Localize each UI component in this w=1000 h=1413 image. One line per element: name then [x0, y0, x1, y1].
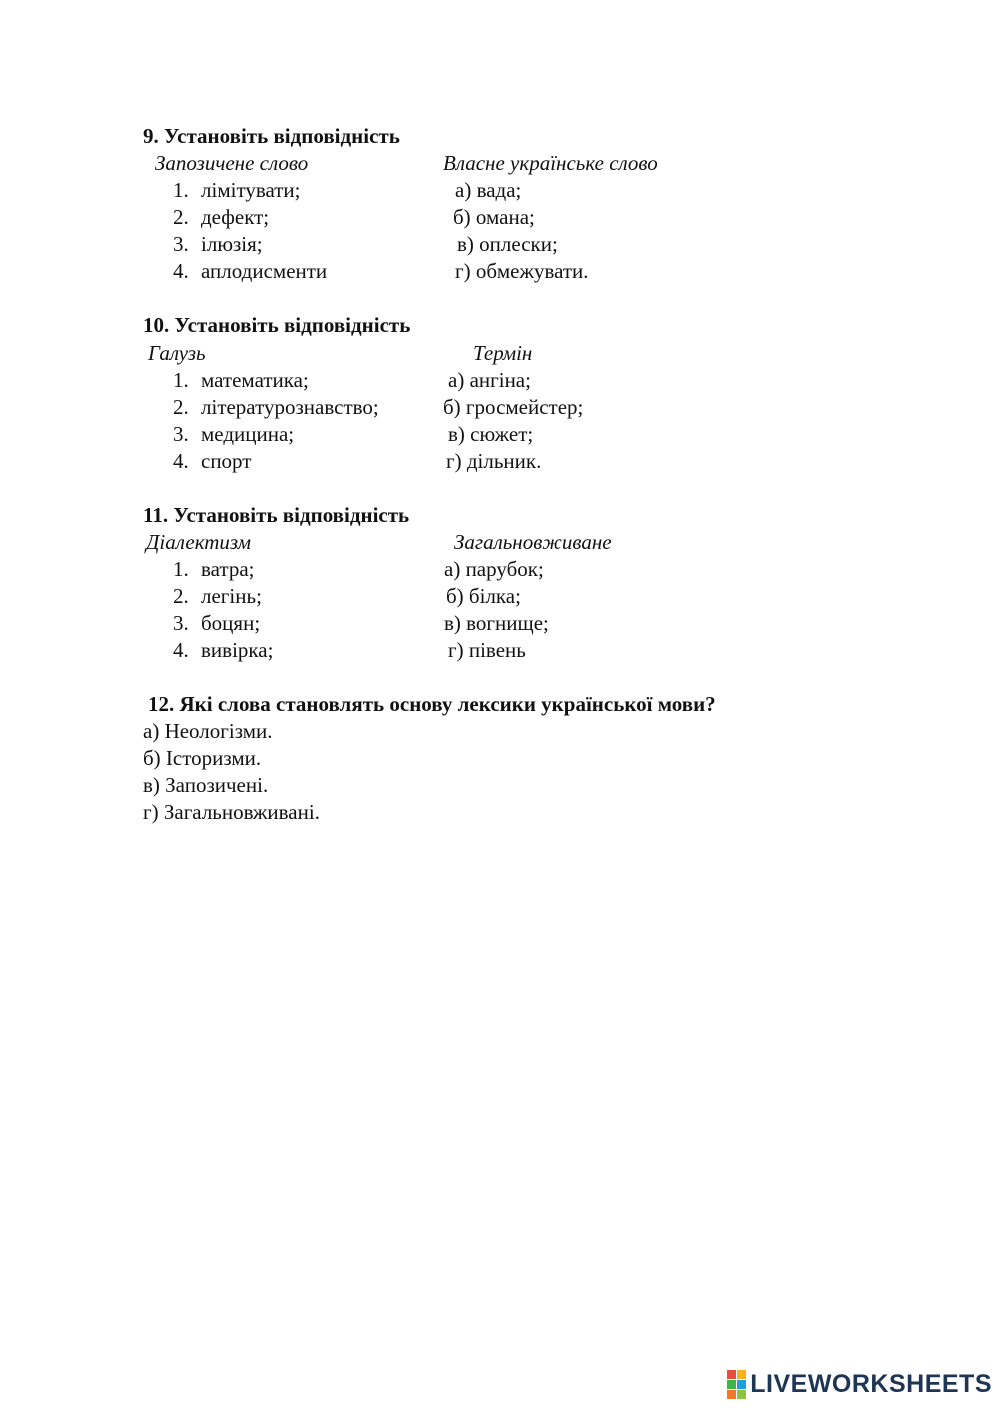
- item-number: 3.: [173, 611, 189, 635]
- question-9-right-column-heading: Власне українське слово: [443, 151, 658, 175]
- item-text: математика;: [201, 368, 309, 392]
- liveworksheets-logo: [727, 1370, 992, 1399]
- question-10-right-item: а) ангіна;: [448, 368, 531, 392]
- question-11-left-item: [173, 638, 273, 663]
- question-9-right-item: б) омана;: [453, 205, 535, 229]
- question-9-right-item: в) оплески;: [457, 232, 558, 256]
- question-12-option: г) Загальновживані.: [143, 800, 320, 824]
- question-12-option: в) Запозичені.: [143, 773, 269, 797]
- question-9-right-item: г) обмежувати.: [455, 259, 589, 283]
- liveworksheets-logo-icon: [727, 1370, 746, 1399]
- question-11-left-column-heading: Діалектизм: [146, 530, 251, 554]
- question-11-left-item: [173, 611, 260, 636]
- question-12-option: а) Неологізми.: [143, 719, 273, 743]
- question-9-left-item: [173, 232, 263, 257]
- logo-block: [727, 1370, 736, 1379]
- question-9-title: 9. Установіть відповідність: [143, 124, 400, 148]
- item-text: легінь;: [201, 584, 262, 608]
- logo-block: [737, 1370, 746, 1379]
- item-text: ватра;: [201, 557, 255, 581]
- item-number: 4.: [173, 449, 189, 473]
- question-11-right-item: г) півень: [448, 638, 526, 662]
- question-9-left-item: [173, 178, 301, 203]
- item-text: ілюзія;: [201, 232, 263, 256]
- logo-block: [737, 1380, 746, 1389]
- liveworksheets-logo-text: LIVEWORKSHEETS: [750, 1370, 992, 1398]
- item-text: спорт: [201, 449, 252, 473]
- question-10-left-item: [173, 395, 379, 420]
- item-number: 2.: [173, 395, 189, 419]
- question-10-left-item: [173, 422, 294, 447]
- question-9-left-item: [173, 205, 269, 230]
- item-text: аплодисменти: [201, 259, 328, 283]
- question-12-option: б) Історизми.: [143, 746, 262, 770]
- question-9-left-column-heading: Запозичене слово: [155, 151, 309, 175]
- question-9-left-item: [173, 259, 327, 284]
- item-text: медицина;: [201, 422, 295, 446]
- logo-block: [727, 1380, 736, 1389]
- question-10-left-item: [173, 449, 251, 474]
- item-text: вивірка;: [201, 638, 274, 662]
- question-11-left-item: [173, 584, 262, 609]
- item-number: 4.: [173, 259, 189, 283]
- question-10-left-item: [173, 368, 309, 393]
- item-text: лімітувати;: [201, 178, 301, 202]
- logo-block: [737, 1390, 746, 1399]
- item-number: 3.: [173, 232, 189, 256]
- question-11-right-item: в) вогнище;: [444, 611, 549, 635]
- item-text: дефект;: [201, 205, 270, 229]
- question-11-right-item: а) парубок;: [444, 557, 544, 581]
- item-number: 2.: [173, 584, 189, 608]
- question-12-title: 12. Які слова становлять основу лексики української мови?: [148, 692, 716, 716]
- question-10-right-item: в) сюжет;: [448, 422, 534, 446]
- question-10-left-column-heading: Галузь: [148, 341, 206, 365]
- question-11-right-column-heading: Загальновживане: [454, 530, 612, 554]
- question-10-title: 10. Установіть відповідність: [143, 313, 411, 337]
- item-number: 1.: [173, 178, 189, 202]
- item-number: 1.: [173, 368, 189, 392]
- item-number: 4.: [173, 638, 189, 662]
- question-10-right-item: г) дільник.: [446, 449, 542, 473]
- item-number: 3.: [173, 422, 189, 446]
- item-text: боцян;: [201, 611, 261, 635]
- question-11-title: 11. Установіть відповідність: [143, 503, 410, 527]
- question-11-left-item: [173, 557, 255, 582]
- question-10-right-item: б) гросмейстер;: [443, 395, 584, 419]
- question-10-right-column-heading: Термін: [473, 341, 533, 365]
- logo-block: [727, 1390, 736, 1399]
- item-number: 1.: [173, 557, 189, 581]
- item-number: 2.: [173, 205, 189, 229]
- item-text: літературознавство;: [201, 395, 379, 419]
- question-9-right-item: а) вада;: [455, 178, 522, 202]
- question-11-right-item: б) білка;: [446, 584, 521, 608]
